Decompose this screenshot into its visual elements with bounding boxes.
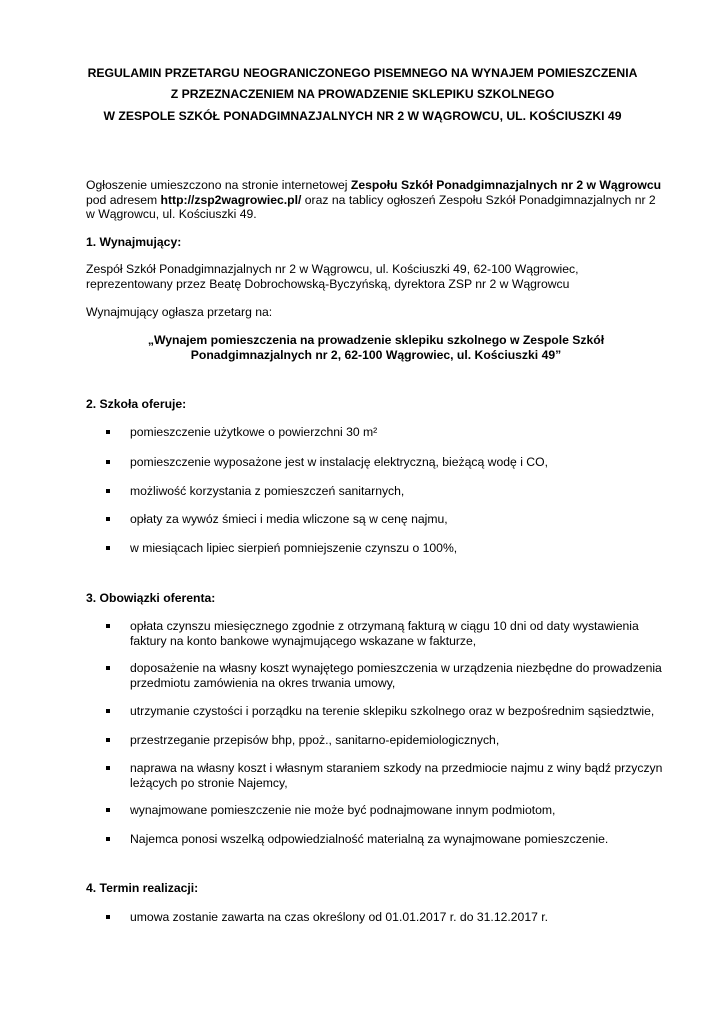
intro-text-3: oraz na tablicy ogłoszeń Zespołu Szkół Ponadgimnazjalnych nr 2 w Wągrowcu, ul. Kościuszki 49. (86, 192, 656, 221)
section-1-heading: 1. Wynajmujący: (86, 235, 182, 249)
bullet-icon (106, 489, 110, 493)
intro-url: http://zsp2wagrowiec.pl/ (160, 192, 302, 207)
intro-text-1: Ogłoszenie umieszczono na stronie internetowej (86, 178, 351, 192)
bullet-icon (106, 738, 110, 742)
offer-item-text: pomieszczenie użytkowe o powierzchni 30 m² (130, 425, 378, 439)
offer-item-text: w miesiącach lipiec sierpień pomniejszenie czynszu o 100%, (130, 541, 458, 555)
bullet-icon (106, 517, 110, 521)
section-4-heading: 4. Termin realizacji: (86, 881, 199, 895)
duty-item-text: wynajmowane pomieszczenie nie może być podnajmowane innym podmiotom, (130, 803, 556, 817)
intro-text-2: pod adresem (86, 192, 161, 207)
bullet-icon (106, 430, 110, 434)
bullet-icon (106, 709, 110, 713)
document-title-line-3: W ZESPOLE SZKÓŁ PONADGIMNAZJALNYCH NR 2 W WĄGROWCU, UL. KOŚCIUSZKI 49 (103, 109, 622, 123)
duty-item-text: utrzymanie czystości i porządku na terenie sklepiku szkolnego oraz w bezpośrednim sąsiedztwie, (130, 704, 655, 718)
duty-item-text: Najemca ponosi wszelką odpowiedzialność materialną za wynajmowane pomieszczenie. (130, 832, 609, 846)
duty-item-text: naprawa na własny koszt i własnym staraniem szkody na przedmiocie najmu z winy bądź przyczyn leżących po stronie Najemcy, (130, 761, 663, 790)
bullet-icon (106, 837, 110, 841)
duty-item-text: przestrzeganie przepisów bhp, ppoż., sanitarno-epidemiologicznych, (130, 733, 500, 747)
term-item-text: umowa zostanie zawarta na czas określony od 01.01.2017 r. do 31.12.2017 r. (130, 910, 549, 924)
document-title-line-1: REGULAMIN PRZETARGU NEOGRANICZONEGO PISEMNEGO NA WYNAJEM POMIESZCZENIA (87, 66, 638, 80)
duty-item-text: doposażenie na własny koszt wynajętego pomieszczenia w urządzenia niezbędne do prowadzenia przedmiotu zamówienia na okres trwania umowy, (130, 661, 662, 690)
duty-item-text: opłata czynszu miesięcznego zgodnie z otrzymaną fakturą w ciągu 10 dni od daty wystawienia faktury na konto bankowe wynajmującego wskazane w fakturze, (130, 619, 639, 648)
bullet-icon (106, 766, 110, 770)
bullet-icon (106, 666, 110, 670)
bullet-icon (106, 624, 110, 628)
bullet-icon (106, 808, 110, 812)
bullet-icon (106, 460, 110, 464)
bullet-icon (106, 546, 110, 550)
section-1-announce: Wynajmujący ogłasza przetarg na: (86, 305, 273, 319)
document-title-line-2: Z PRZEZNACZENIEM NA PROWADZENIE SKLEPIKU SZKOLNEGO (170, 87, 555, 101)
section-3-heading: 3. Obowiązki oferenta: (86, 591, 216, 605)
intro-paragraph (86, 178, 666, 222)
bullet-icon (106, 915, 110, 919)
offer-item-text: możliwość korzystania z pomieszczeń sanitarnych, (130, 484, 405, 498)
section-1-body: Zespół Szkół Ponadgimnazjalnych nr 2 w Wągrowcu, ul. Kościuszki 49, 62-100 Wągrowiec, reprezentowany przez Beatę Dobrochowską-Byczyńską, dyrektora ZSP nr 2 w Wągrowcu (86, 262, 579, 291)
tender-subject: „Wynajem pomieszczenia na prowadzenie sklepiku szkolnego w Zespole Szkół Ponadgimnazjalnych nr 2, 62-100 Wągrowiec, ul. Kościuszki 49” (147, 333, 605, 362)
offer-item-text: pomieszczenie wyposażone jest w instalację elektryczną, bieżącą wodę i CO, (130, 455, 548, 469)
section-2-heading: 2. Szkoła oferuje: (86, 397, 187, 411)
intro-school-name: Zespołu Szkół Ponadgimnazjalnych nr 2 w Wągrowcu (350, 178, 662, 192)
offer-item-text: opłaty za wywóz śmieci i media wliczone są w cenę najmu, (130, 512, 448, 526)
